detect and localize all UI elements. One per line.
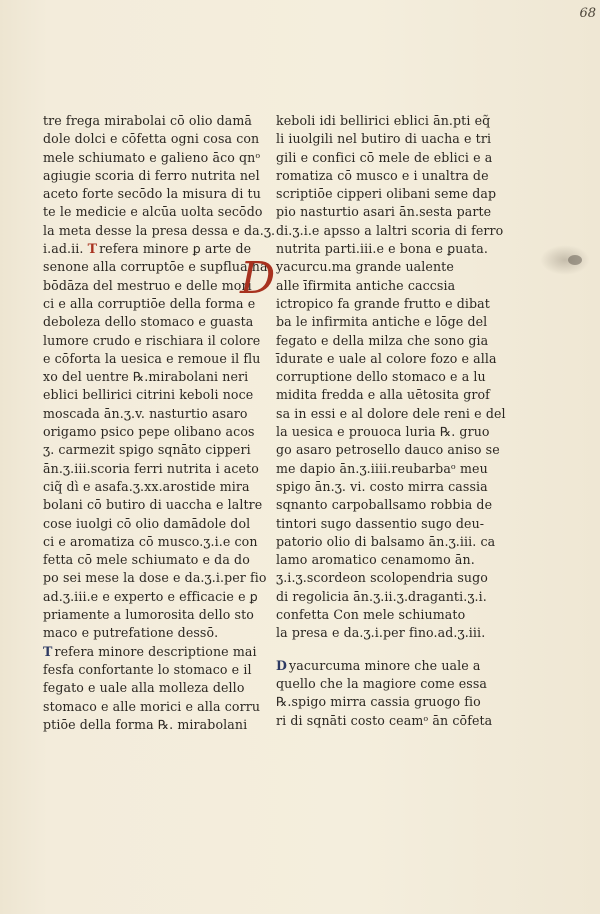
text-line: aceto forte secōdo la misura di tu	[43, 186, 261, 202]
text-line: pio nasturtio asari ān.sesta parte	[276, 204, 492, 220]
text-line: bōdāza del mestruo e delle mori	[43, 277, 252, 293]
text-line: scriptiōe cipperi olibani seme dap	[276, 186, 497, 202]
text-line: corruptione dello stomaco e a lu	[276, 369, 486, 385]
text-line: ci e alla corruptiōe della forma e	[43, 295, 256, 311]
text-line	[43, 643, 257, 661]
text-line: ciq̃ dì e asafa.ʒ.xx.arostide mira	[43, 478, 250, 494]
text-line: li iuolgili nel butiro di uacha e tri	[276, 131, 492, 147]
text-line: quello che la magiore come essa	[276, 675, 488, 691]
text-line: nutrita parti.iii.e e bona e ꝑuata.	[276, 241, 488, 257]
text-line: bolani cō butiro di uaccha e laltre	[43, 497, 263, 513]
text-line: mele schiumato e galieno āco qnᵒ	[43, 149, 261, 165]
text-line: me dapio ān.ʒ.iiii.reubarbaᵒ meu	[276, 460, 488, 476]
text-line: ad.ʒ.iii.e e experto e efficacie e ꝑ	[43, 588, 258, 604]
text-line: īdurate e uale al colore fozo e alla	[276, 350, 497, 366]
text-line: deboleza dello stomaco e guasta	[43, 314, 254, 330]
text-line: ci e aromatiza cō musco.ʒ.i.e con	[43, 533, 258, 549]
text-line: la meta desse la presa dessa e da.ʒ.	[43, 222, 276, 238]
text-line: cose iuolgi cō olio damādole dol	[43, 515, 251, 531]
paper-stain-spot	[568, 255, 582, 265]
paragraph-gap	[276, 643, 466, 657]
text-line: gili e confici cō mele de eblici e a	[276, 149, 493, 165]
text-line: priamente a lumorosita dello sto	[43, 607, 254, 623]
text-line: sa in essi e al dolore dele reni e del	[276, 405, 506, 421]
text-line: maco e putrefatione dessō.	[43, 625, 219, 641]
text-line: confetta Con mele schiumato	[276, 607, 466, 623]
text-line: tintori sugo dassentio sugo deu-	[276, 515, 485, 531]
decorated-initial-d: D	[240, 253, 276, 304]
text-line: origamo psico pepe olibano acos	[43, 424, 255, 440]
text-line	[276, 657, 481, 675]
paper-stain	[540, 245, 590, 275]
text-line: eblici bellirici citrini keboli noce	[43, 387, 254, 403]
text-line: lamo aromatico cenamomo ān.	[276, 552, 475, 568]
trifera-minor-initial: T	[43, 643, 53, 659]
text-line: go asaro petrosello dauco aniso se	[276, 442, 500, 458]
text-line: fegato e della milza che sono gia	[276, 332, 489, 348]
text-line: patorio olio di balsamo ān.ʒ.iii. ca	[276, 533, 496, 549]
text-line: senone alla corruptōe e supflua ha	[43, 259, 268, 275]
text-line: midita fredda e alla uētosita grof	[276, 387, 490, 403]
trifera-heading-line: refera minore ꝑ arte de	[99, 241, 252, 257]
text-line: ʒ.i.ʒ.scordeon scolopendria sugo	[276, 570, 488, 586]
text-line: romatiza cō musco e i unaltra de	[276, 167, 489, 183]
text-line: spigo ān.ʒ. vi. costo mirra cassia	[276, 478, 488, 494]
text-line: dole dolci e cōfetta ogni cosa con	[43, 131, 260, 147]
text-line: di.ʒ.i.e apsso a laltri scoria di ferro	[276, 222, 504, 238]
text-line: fetta cō mele schiumato e da do	[43, 552, 250, 568]
text-line: e cōforta la uesica e remoue il flu	[43, 350, 261, 366]
text-line: po sei mese la dose e da.ʒ.i.per fio	[43, 570, 267, 586]
text-line: ba le infirmita antiche e lōge del	[276, 314, 488, 330]
text-line: la uesica e prouoca luria ℞. gruo	[276, 424, 490, 440]
text-line: ℞.spigo mirra cassia gruogo fio	[276, 694, 481, 710]
folio-number: 68	[579, 6, 596, 21]
left-column	[43, 112, 276, 734]
text-line: fesfa confortante lo stomaco e il	[43, 661, 252, 677]
text-line: te le medicie e alcūa uolta secōdo	[43, 204, 263, 220]
text-line: ictropico fa grande frutto e dibat	[276, 295, 490, 311]
text-line: moscada ān.ʒ.v. nasturtio asaro	[43, 405, 248, 421]
text-line: sqnanto carpoballsamo robbia de	[276, 497, 493, 513]
text-line: fegato e uale alla molleza dello	[43, 680, 245, 696]
text-line: ri di sqnāti costo ceamᵒ ān cōfeta	[276, 712, 493, 728]
diacurcuma-minor-heading: yacurcuma minore che uale a	[289, 657, 481, 673]
text-fragment: i.ad.ii.	[43, 241, 84, 257]
text-line: xo del uentre ℞.mirabolani neri	[43, 369, 249, 385]
trifera-initial: T	[87, 241, 98, 257]
text-line: yacurcu.ma grande ualente	[276, 259, 454, 275]
text-line: keboli idi bellirici eblici ān.pti eq̃	[276, 113, 491, 128]
text-line: ʒ. carmezit spigo sqnāto cipperi	[43, 442, 251, 458]
text-line: alle īfirmita antiche caccsia	[276, 277, 456, 293]
right-column	[276, 112, 506, 730]
text-line	[43, 240, 252, 258]
trifera-minor-heading: refera minore descriptione mai	[54, 643, 257, 659]
text-line: la presa e da.ʒ.i.per fino.ad.ʒ.iii.	[276, 625, 486, 641]
text-line: lumore crudo e rischiara il colore	[43, 332, 261, 348]
text-line: stomaco e alle morici e alla corru	[43, 698, 261, 714]
text-line: tre frega mirabolai cō olio damā	[43, 113, 253, 128]
text-line: di regolicia ān.ʒ.ii.ʒ.draganti.ʒ.i.	[276, 588, 487, 604]
text-line: ān.ʒ.iii.scoria ferri nutrita i aceto	[43, 460, 259, 476]
diacurcuma-minor-initial: D	[276, 657, 288, 673]
text-line: agiugie scoria di ferro nutrita nel	[43, 167, 260, 183]
text-line: ptiōe della forma ℞. mirabolani	[43, 716, 248, 732]
